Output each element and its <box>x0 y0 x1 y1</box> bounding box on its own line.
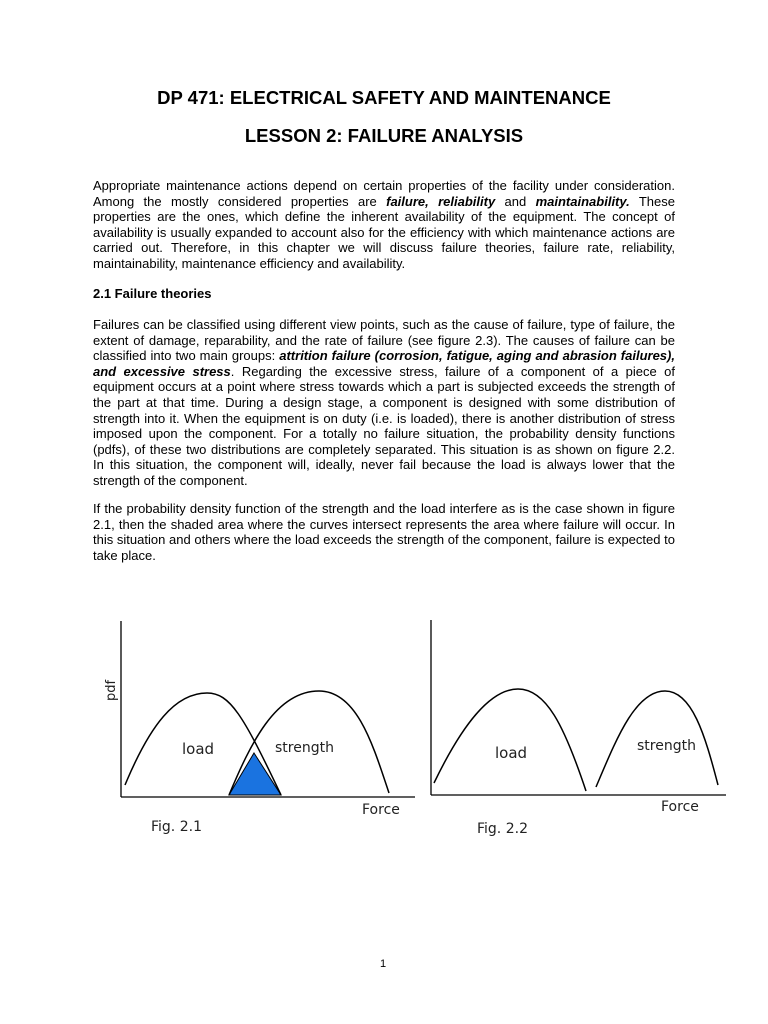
page-number: 1 <box>380 958 387 970</box>
fig1-ylabel: pdf <box>104 679 119 701</box>
intro-text-2: and <box>495 193 536 209</box>
para2-emphasis: attrition failure (corrosion, fatigue, aging and abrasion failures), and excessive stress <box>93 348 675 379</box>
intro-paragraph <box>93 178 675 272</box>
intro-emphasis-1: failure, reliability <box>386 193 496 209</box>
course-title: DP 471: ELECTRICAL SAFETY AND MAINTENANCE <box>157 87 611 108</box>
fig2-load-curve <box>434 689 586 791</box>
fig1-caption: Fig. 2.1 <box>151 819 202 835</box>
intro-text-3: These properties are the ones, which define the inherent availability of the equipment. The concept of availability is usually expanded to account also for the efficiency with which maintenance actions are carried out. Therefore, in this chapter we will discuss failure theories, failure rate, reliability, maintainability, maintenance efficiency and availability. <box>93 193 675 271</box>
fig1-xlabel: Force <box>362 802 400 815</box>
failure-theories-paragraph <box>93 317 675 489</box>
section-heading: 2.1 Failure theories <box>93 286 212 301</box>
fig2-xlabel: Force <box>661 799 699 815</box>
intro-text-1: Appropriate maintenance actions depend on certain properties of the facility under consideration. Among the mostly considered properties are <box>93 178 675 209</box>
fig1-load-label: load <box>182 740 215 758</box>
intro-emphasis-2: maintainability. <box>535 193 630 209</box>
para2-text-2: . Regarding the excessive stress, failure of a component of a piece of equipment occurs at a point where stress towards which a part is subjected exceeds the strength of the part at that time. During a design stage, a component is designed with some distribution of strength into it. When the equipment is on duty (i.e. is loaded), there is another distribution of stress imposed upon the component. For a totally no failure situation, the probability density functions (pdfs), of these two distributions are completely separated. This situation is as shown on figure 2.2. In this situation, the component will, ideally, never fail because the load is always lower that the strength of the component. <box>93 363 675 488</box>
fig1-failure-overlap-area <box>229 753 281 795</box>
lesson-title: LESSON 2: FAILURE ANALYSIS <box>244 125 524 146</box>
fig2-caption: Fig. 2.2 <box>477 821 528 837</box>
figure-2-2 <box>420 615 730 815</box>
figure-2-1 <box>95 615 415 815</box>
fig2-strength-label: strength <box>637 738 696 754</box>
fig1-strength-label: strength <box>275 740 334 756</box>
interference-paragraph: If the probability density function of the strength and the load interfere as is the case shown in figure 2.1, then the shaded area where the curves intersect represents the area where failure will occur. In this situation and others where the load exceeds the strength of the component, failure is expected to take place. <box>93 501 675 563</box>
fig2-load-label: load <box>495 744 528 762</box>
para2-text-1: Failures can be classified using different view points, such as the cause of failure, type of failure, the extent of damage, reparability, and the rate of failure (see figure 2.3). The causes of failure can be classified into two main groups: <box>93 317 675 364</box>
